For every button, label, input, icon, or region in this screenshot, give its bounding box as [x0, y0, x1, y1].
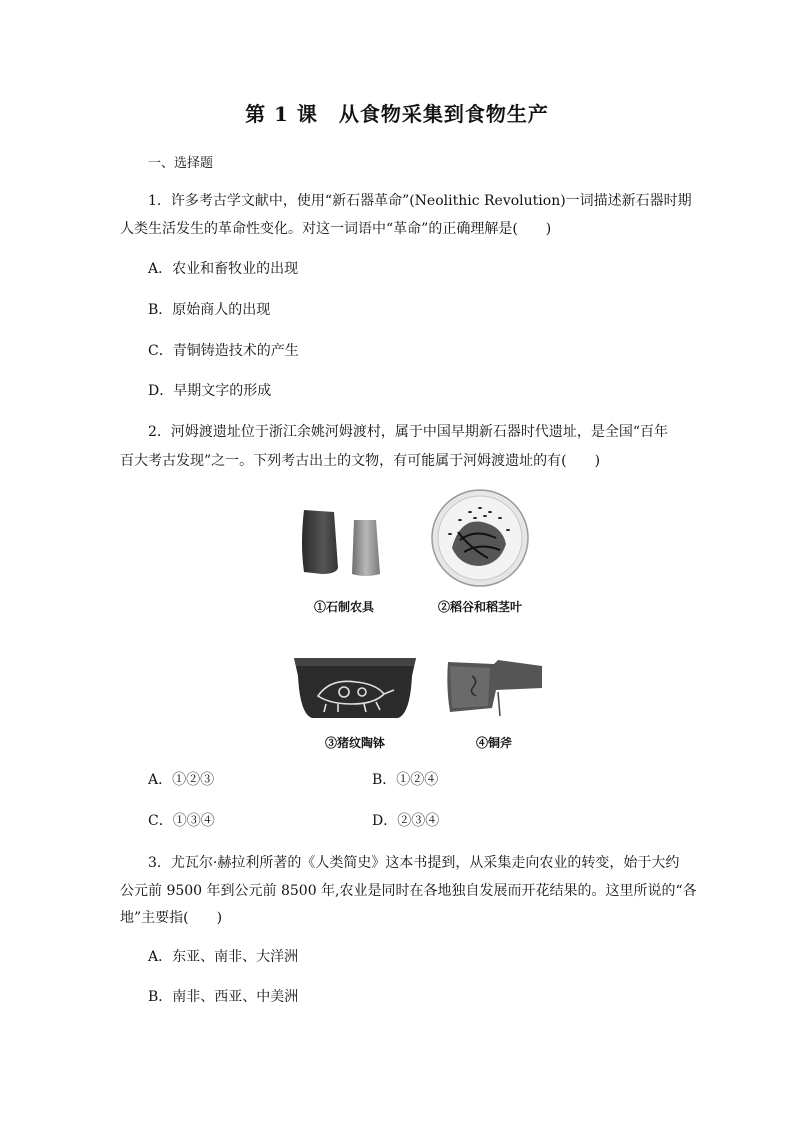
figure-caption-stone-tools: ①石制农具	[313, 600, 374, 614]
figure-caption-pig-pottery: ③猪纹陶钵	[324, 736, 385, 750]
question-1-text-line-2: 人类生活发生的革命性变化。对这一词语中“革命”的正确理解是( )	[120, 221, 552, 237]
figure-caption-rice-grains: ②稻谷和稻茎叶	[437, 600, 522, 614]
question-3-option-b: B．南非、西亚、中美洲	[148, 989, 299, 1005]
question-2-option-c: C．①③④	[148, 813, 215, 829]
question-3-text-line-2: 公元前 9500 年到公元前 8500 年,农业是同时在各地独自发展而开花结果的。这里所说的“各	[120, 883, 697, 899]
figure-caption-bronze-axe: ④铜斧	[475, 736, 512, 750]
question-3-text-line-1: 3．尤瓦尔·赫拉利所著的《人类简史》这本书提到，从采集走向农业的转变，始于大约	[148, 855, 680, 871]
question-2-text-line-1: 2．河姆渡遗址位于浙江余姚河姆渡村，属于中国早期新石器时代遗址，是全国“百年	[148, 424, 669, 440]
page-title: 第 1 课 从食物采集到食物生产	[245, 102, 549, 126]
question-1-option-a: A．农业和畜牧业的出现	[148, 261, 299, 277]
rice-grains-image	[430, 488, 530, 588]
question-1-option-d: D．早期文字的形成	[148, 383, 272, 399]
section-heading: 一、选择题	[148, 156, 214, 171]
bronze-axe-image	[444, 658, 544, 718]
question-1-option-b: B．原始商人的出现	[148, 302, 271, 318]
question-3-option-a: A．东亚、南非、大洋洲	[148, 949, 299, 965]
question-1-text-line-1: 1．许多考古学文献中，使用“新石器革命”(Neolithic Revolution)一词描述新石器时期	[148, 193, 692, 209]
question-3-text-line-3: 地”主要指( )	[120, 910, 223, 926]
stone-tools-image	[296, 504, 392, 582]
question-1-option-c: C．青铜铸造技术的产生	[148, 343, 299, 359]
question-2-option-b: B．①②④	[372, 772, 439, 788]
question-2-text-line-2: 百大考古发现”之一。下列考古出土的文物，有可能属于河姆渡遗址的有( )	[120, 453, 601, 469]
question-2-option-d: D．②③④	[372, 813, 440, 829]
pig-pattern-pottery-image	[290, 652, 420, 724]
question-2-option-a: A．①②③	[148, 772, 215, 788]
